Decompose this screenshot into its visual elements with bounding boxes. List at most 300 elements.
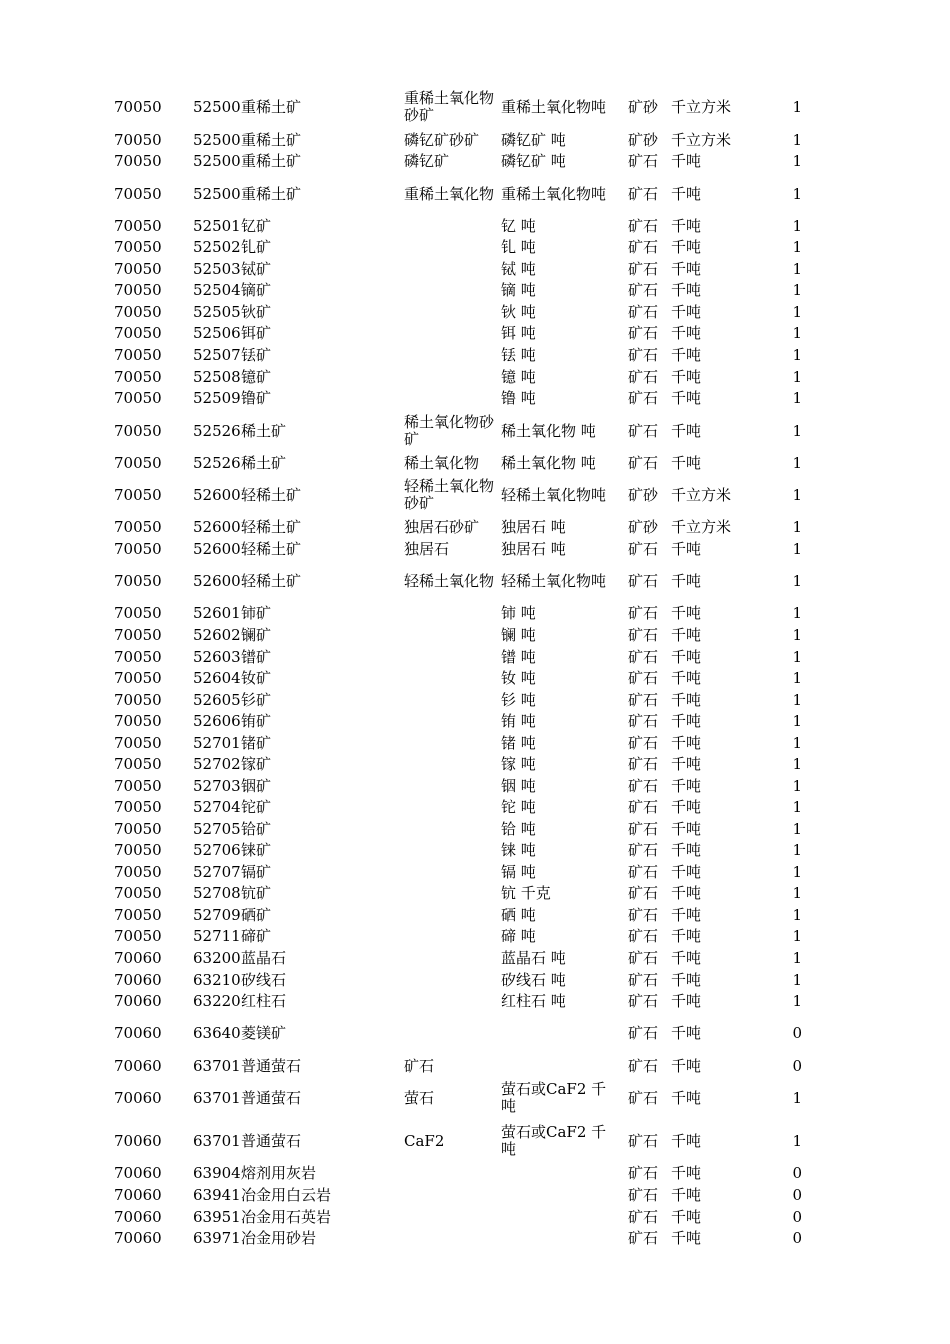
mineral-code-cell: 52600 [193, 485, 241, 504]
reserve-unit-cell: 镉 吨 [501, 862, 536, 881]
category-code-cell: 70050 [114, 367, 162, 386]
table-row [0, 302, 950, 322]
mineral-type-cell: 轻稀土氧化物 [404, 571, 495, 590]
category-code-cell: 70050 [114, 237, 162, 256]
reserve-unit-cell: 钇 吨 [501, 216, 536, 235]
mineral-code-cell: 63701 [193, 1088, 241, 1107]
ore-unit-cell: 千吨 [671, 367, 702, 386]
mineral-type-cell [404, 259, 498, 279]
ore-form-cell: 矿石 [628, 754, 659, 773]
mineral-type-cell [404, 776, 498, 796]
table-row [0, 991, 950, 1011]
mineral-name-cell: 重稀土矿 [241, 97, 302, 116]
mineral-type-cell [404, 905, 498, 925]
flag-value-cell: 1 [792, 345, 802, 364]
ore-form-cell: 矿石 [628, 539, 659, 558]
flag-value-cell: 1 [792, 883, 802, 902]
reserve-unit-cell: 铊 吨 [501, 797, 536, 816]
mineral-name-cell: 镝矿 [241, 280, 272, 299]
ore-unit-cell: 千吨 [671, 1207, 702, 1226]
table-row [0, 668, 950, 688]
ore-form-cell: 矿石 [628, 1185, 659, 1204]
flag-value-cell: 1 [792, 453, 802, 472]
mineral-code-cell: 52500 [193, 130, 241, 149]
table-row [0, 259, 950, 279]
ore-unit-cell: 千吨 [671, 1185, 702, 1204]
table-row [0, 776, 950, 796]
mineral-type-cell [404, 388, 498, 408]
table-row [0, 1207, 950, 1227]
reserve-unit-cell: 铕 吨 [501, 711, 536, 730]
flag-value-cell: 1 [792, 948, 802, 967]
mineral-type-cell [404, 647, 498, 667]
ore-form-cell: 矿石 [628, 625, 659, 644]
mineral-code-cell: 52507 [193, 345, 241, 364]
mineral-code-cell: 52600 [193, 571, 241, 590]
mineral-name-cell: 稀土矿 [241, 421, 287, 440]
ore-unit-cell: 千吨 [671, 388, 702, 407]
ore-unit-cell: 千吨 [671, 1023, 702, 1042]
category-code-cell: 70050 [114, 690, 162, 709]
ore-unit-cell: 千吨 [671, 733, 702, 752]
category-code-cell: 70050 [114, 754, 162, 773]
category-code-cell: 70060 [114, 1088, 162, 1107]
mineral-type-cell [404, 733, 498, 753]
mineral-code-cell: 63904 [193, 1163, 241, 1182]
mineral-name-cell: 冶金用石英岩 [241, 1207, 332, 1226]
mineral-type-cell [404, 1185, 498, 1205]
flag-value-cell: 1 [792, 819, 802, 838]
reserve-unit-cell: 镱 吨 [501, 367, 536, 386]
mineral-type-cell [404, 711, 498, 731]
mineral-type-cell: 重稀土氧化物 [404, 184, 495, 203]
mineral-code-cell: 52500 [193, 97, 241, 116]
mineral-code-cell: 52600 [193, 517, 241, 536]
ore-form-cell: 矿石 [628, 184, 659, 203]
ore-form-cell: 矿砂 [628, 130, 659, 149]
ore-unit-cell: 千吨 [671, 151, 702, 170]
ore-form-cell: 矿石 [628, 883, 659, 902]
mineral-name-cell: 钕矿 [241, 668, 272, 687]
reserve-unit-cell: 镥 吨 [501, 388, 536, 407]
category-code-cell: 70050 [114, 797, 162, 816]
mineral-code-cell: 52703 [193, 776, 241, 795]
table-row [0, 690, 950, 710]
ore-form-cell: 矿石 [628, 970, 659, 989]
reserve-unit-cell [501, 1228, 619, 1248]
ore-form-cell: 矿石 [628, 948, 659, 967]
category-code-cell: 70050 [114, 517, 162, 536]
mineral-code-cell: 52604 [193, 668, 241, 687]
category-code-cell: 70060 [114, 1228, 162, 1247]
mineral-name-cell: 钇矿 [241, 216, 272, 235]
ore-unit-cell: 千吨 [671, 711, 702, 730]
reserve-unit-cell: 铈 吨 [501, 603, 536, 622]
mineral-name-cell: 普通萤石 [241, 1131, 302, 1150]
flag-value-cell: 1 [792, 711, 802, 730]
category-code-cell: 70050 [114, 819, 162, 838]
category-code-cell: 70050 [114, 571, 162, 590]
ore-form-cell: 矿石 [628, 345, 659, 364]
mineral-name-cell: 轻稀土矿 [241, 571, 302, 590]
flag-value-cell: 1 [792, 668, 802, 687]
flag-value-cell: 1 [792, 754, 802, 773]
ore-form-cell: 矿石 [628, 711, 659, 730]
ore-form-cell: 矿石 [628, 421, 659, 440]
mineral-type-cell [404, 926, 498, 946]
mineral-type-cell [404, 883, 498, 903]
category-code-cell: 70050 [114, 97, 162, 116]
category-code-cell: 70050 [114, 345, 162, 364]
ore-unit-cell: 千吨 [671, 603, 702, 622]
flag-value-cell: 0 [792, 1228, 802, 1247]
reserve-unit-cell: 铥 吨 [501, 345, 536, 364]
flag-value-cell: 1 [792, 539, 802, 558]
mineral-type-cell [404, 302, 498, 322]
ore-form-cell: 矿石 [628, 1023, 659, 1042]
mineral-name-cell: 铼矿 [241, 840, 272, 859]
table-row [0, 453, 950, 473]
mineral-type-cell: CaF2 [404, 1131, 445, 1150]
mineral-name-cell: 镉矿 [241, 862, 272, 881]
ore-form-cell: 矿石 [628, 668, 659, 687]
reserve-unit-cell: 蓝晶石 吨 [501, 948, 566, 967]
table-row [0, 151, 950, 171]
ore-form-cell: 矿石 [628, 991, 659, 1010]
table-row [0, 1228, 950, 1248]
mineral-type-cell [404, 216, 498, 236]
flag-value-cell: 1 [792, 237, 802, 256]
table-row [0, 517, 950, 537]
reserve-unit-cell [501, 1056, 619, 1076]
mineral-type-cell: 重稀土氧化物砂矿 [404, 89, 495, 124]
category-code-cell: 70050 [114, 926, 162, 945]
ore-unit-cell: 千吨 [671, 690, 702, 709]
reserve-unit-cell: 硒 吨 [501, 905, 536, 924]
ore-form-cell: 矿石 [628, 819, 659, 838]
ore-unit-cell: 千立方米 [671, 485, 732, 504]
ore-unit-cell: 千吨 [671, 280, 702, 299]
mineral-name-cell: 铒矿 [241, 323, 272, 342]
reserve-unit-cell: 铽 吨 [501, 259, 536, 278]
flag-value-cell: 1 [792, 259, 802, 278]
mineral-type-cell [404, 280, 498, 300]
mineral-code-cell: 52505 [193, 302, 241, 321]
mineral-type-cell [404, 862, 498, 882]
category-code-cell: 70050 [114, 421, 162, 440]
mineral-type-cell: 独居石 [404, 539, 450, 558]
mineral-name-cell: 铕矿 [241, 711, 272, 730]
ore-form-cell: 矿石 [628, 388, 659, 407]
mineral-code-cell: 52502 [193, 237, 241, 256]
mineral-type-cell [404, 1023, 498, 1043]
reserve-unit-cell: 稀土氧化物 吨 [501, 421, 596, 440]
table-row [0, 323, 950, 343]
category-code-cell: 70050 [114, 711, 162, 730]
category-code-cell: 70050 [114, 388, 162, 407]
category-code-cell: 70060 [114, 1131, 162, 1150]
mineral-code-cell: 63640 [193, 1023, 241, 1042]
mineral-type-cell [404, 603, 498, 623]
ore-unit-cell: 千吨 [671, 237, 702, 256]
category-code-cell: 70050 [114, 840, 162, 859]
mineral-name-cell: 铪矿 [241, 819, 272, 838]
table-row [0, 345, 950, 365]
mineral-name-cell: 钬矿 [241, 302, 272, 321]
category-code-cell: 70050 [114, 130, 162, 149]
mineral-code-cell: 52503 [193, 259, 241, 278]
reserve-unit-cell: 磷钇矿 吨 [501, 151, 566, 170]
reserve-unit-cell: 独居石 吨 [501, 539, 566, 558]
category-code-cell: 70060 [114, 991, 162, 1010]
reserve-unit-cell: 磷钇矿 吨 [501, 130, 566, 149]
flag-value-cell: 1 [792, 1131, 802, 1150]
mineral-name-cell: 铊矿 [241, 797, 272, 816]
ore-form-cell: 矿石 [628, 280, 659, 299]
flag-value-cell: 0 [792, 1207, 802, 1226]
ore-form-cell: 矿石 [628, 1207, 659, 1226]
ore-unit-cell: 千吨 [671, 539, 702, 558]
mineral-name-cell: 镓矿 [241, 754, 272, 773]
mineral-type-cell [404, 323, 498, 343]
mineral-type-cell [404, 625, 498, 645]
flag-value-cell: 1 [792, 130, 802, 149]
flag-value-cell: 1 [792, 571, 802, 590]
table-row [0, 130, 950, 150]
flag-value-cell: 1 [792, 421, 802, 440]
category-code-cell: 70050 [114, 668, 162, 687]
mineral-name-cell: 矽线石 [241, 970, 287, 989]
ore-unit-cell: 千吨 [671, 302, 702, 321]
mineral-name-cell: 钐矿 [241, 690, 272, 709]
category-code-cell: 70050 [114, 776, 162, 795]
ore-unit-cell: 千吨 [671, 776, 702, 795]
mineral-type-cell: 独居石砂矿 [404, 517, 480, 536]
ore-unit-cell: 千吨 [671, 345, 702, 364]
ore-form-cell: 矿石 [628, 733, 659, 752]
mineral-code-cell: 52501 [193, 216, 241, 235]
flag-value-cell: 1 [792, 280, 802, 299]
ore-unit-cell: 千吨 [671, 1228, 702, 1247]
flag-value-cell: 1 [792, 905, 802, 924]
mineral-code-cell: 52500 [193, 151, 241, 170]
mineral-type-cell: 磷钇矿 [404, 151, 450, 170]
mineral-code-cell: 52707 [193, 862, 241, 881]
category-code-cell: 70050 [114, 862, 162, 881]
ore-form-cell: 矿石 [628, 926, 659, 945]
mineral-code-cell: 52708 [193, 883, 241, 902]
reserve-unit-cell: 红柱石 吨 [501, 991, 566, 1010]
flag-value-cell: 1 [792, 991, 802, 1010]
reserve-unit-cell: 重稀土氧化物吨 [501, 184, 607, 203]
mineral-name-cell: 冶金用砂岩 [241, 1228, 317, 1247]
ore-unit-cell: 千吨 [671, 668, 702, 687]
mineral-code-cell: 63701 [193, 1056, 241, 1075]
flag-value-cell: 1 [792, 625, 802, 644]
reserve-unit-cell: 钕 吨 [501, 668, 536, 687]
table-row [0, 797, 950, 817]
ore-unit-cell: 千吨 [671, 216, 702, 235]
flag-value-cell: 1 [792, 970, 802, 989]
mineral-code-cell: 52508 [193, 367, 241, 386]
mineral-code-cell: 63951 [193, 1207, 241, 1226]
flag-value-cell: 1 [792, 97, 802, 116]
reserve-unit-cell: 锗 吨 [501, 733, 536, 752]
category-code-cell: 70060 [114, 1023, 162, 1042]
ore-unit-cell: 千吨 [671, 625, 702, 644]
table-row [0, 840, 950, 860]
mineral-code-cell: 52500 [193, 184, 241, 203]
category-code-cell: 70050 [114, 184, 162, 203]
category-code-cell: 70050 [114, 539, 162, 558]
flag-value-cell: 1 [792, 517, 802, 536]
ore-form-cell: 矿石 [628, 216, 659, 235]
flag-value-cell: 1 [792, 603, 802, 622]
table-row [0, 883, 950, 903]
category-code-cell: 70060 [114, 970, 162, 989]
mineral-name-cell: 熔剂用灰岩 [241, 1163, 317, 1182]
mineral-name-cell: 冶金用白云岩 [241, 1185, 332, 1204]
mineral-code-cell: 63971 [193, 1228, 241, 1247]
mineral-type-cell [404, 345, 498, 365]
mineral-name-cell: 重稀土矿 [241, 151, 302, 170]
reserve-unit-cell: 钆 吨 [501, 237, 536, 256]
mineral-name-cell: 重稀土矿 [241, 184, 302, 203]
flag-value-cell: 1 [792, 151, 802, 170]
table-row [0, 905, 950, 925]
ore-form-cell: 矿石 [628, 302, 659, 321]
mineral-name-cell: 钆矿 [241, 237, 272, 256]
reserve-unit-cell: 矽线石 吨 [501, 970, 566, 989]
ore-unit-cell: 千吨 [671, 926, 702, 945]
table-row [0, 388, 950, 408]
mineral-name-cell: 轻稀土矿 [241, 539, 302, 558]
mineral-type-cell: 矿石 [404, 1056, 435, 1075]
table-row [0, 1080, 950, 1116]
ore-form-cell: 矿石 [628, 776, 659, 795]
mineral-code-cell: 63941 [193, 1185, 241, 1204]
table-row [0, 563, 950, 599]
mineral-type-cell: 稀土氧化物砂矿 [404, 413, 495, 448]
ore-unit-cell: 千吨 [671, 797, 702, 816]
category-code-cell: 70050 [114, 647, 162, 666]
ore-form-cell: 矿石 [628, 690, 659, 709]
mineral-code-cell: 52709 [193, 905, 241, 924]
table-row [0, 733, 950, 753]
reserve-unit-cell [501, 1185, 619, 1205]
ore-unit-cell: 千吨 [671, 840, 702, 859]
ore-form-cell: 矿石 [628, 1088, 659, 1107]
category-code-cell: 70060 [114, 1185, 162, 1204]
mineral-code-cell: 52526 [193, 421, 241, 440]
mineral-code-cell: 52704 [193, 797, 241, 816]
flag-value-cell: 1 [792, 367, 802, 386]
category-code-cell: 70050 [114, 485, 162, 504]
flag-value-cell: 1 [792, 690, 802, 709]
ore-unit-cell: 千立方米 [671, 97, 732, 116]
reserve-unit-cell: 镓 吨 [501, 754, 536, 773]
mineral-type-cell [404, 797, 498, 817]
category-code-cell: 70050 [114, 302, 162, 321]
ore-unit-cell: 千吨 [671, 862, 702, 881]
ore-form-cell: 矿石 [628, 367, 659, 386]
mineral-code-cell: 63200 [193, 948, 241, 967]
table-row [0, 477, 950, 513]
mineral-code-cell: 52706 [193, 840, 241, 859]
flag-value-cell: 1 [792, 184, 802, 203]
ore-form-cell: 矿砂 [628, 97, 659, 116]
mineral-type-cell [404, 668, 498, 688]
table-row [0, 970, 950, 990]
mineral-code-cell: 52606 [193, 711, 241, 730]
flag-value-cell: 1 [792, 647, 802, 666]
table-row [0, 539, 950, 559]
mineral-code-cell: 52602 [193, 625, 241, 644]
reserve-unit-cell: 轻稀土氧化物吨 [501, 571, 607, 590]
ore-unit-cell: 千吨 [671, 1131, 702, 1150]
mineral-type-cell: 稀土氧化物 [404, 453, 480, 472]
ore-form-cell: 矿砂 [628, 517, 659, 536]
reserve-unit-cell: 钬 吨 [501, 302, 536, 321]
flag-value-cell: 1 [792, 388, 802, 407]
reserve-unit-cell: 铒 吨 [501, 323, 536, 342]
ore-form-cell: 矿石 [628, 797, 659, 816]
category-code-cell: 70060 [114, 1056, 162, 1075]
category-code-cell: 70050 [114, 280, 162, 299]
mineral-name-cell: 铥矿 [241, 345, 272, 364]
ore-unit-cell: 千吨 [671, 948, 702, 967]
flag-value-cell: 1 [792, 926, 802, 945]
category-code-cell: 70050 [114, 453, 162, 472]
ore-unit-cell: 千吨 [671, 1088, 702, 1107]
mineral-type-cell [404, 840, 498, 860]
ore-unit-cell: 千吨 [671, 453, 702, 472]
ore-form-cell: 矿石 [628, 1228, 659, 1247]
table-row [0, 1163, 950, 1183]
flag-value-cell: 1 [792, 797, 802, 816]
mineral-type-cell [404, 1163, 498, 1183]
table-row [0, 862, 950, 882]
category-code-cell: 70050 [114, 905, 162, 924]
mineral-type-cell [404, 690, 498, 710]
mineral-code-cell: 63220 [193, 991, 241, 1010]
ore-unit-cell: 千吨 [671, 647, 702, 666]
mineral-name-cell: 轻稀土矿 [241, 517, 302, 536]
flag-value-cell: 1 [792, 302, 802, 321]
category-code-cell: 70050 [114, 625, 162, 644]
table-row [0, 711, 950, 731]
mineral-code-cell: 52601 [193, 603, 241, 622]
mineral-name-cell: 普通萤石 [241, 1088, 302, 1107]
mineral-name-cell: 碲矿 [241, 926, 272, 945]
ore-form-cell: 矿石 [628, 237, 659, 256]
mineral-name-cell: 稀土矿 [241, 453, 287, 472]
mineral-code-cell: 52605 [193, 690, 241, 709]
category-code-cell: 70050 [114, 603, 162, 622]
flag-value-cell: 0 [792, 1056, 802, 1075]
table-row [0, 754, 950, 774]
ore-unit-cell: 千吨 [671, 905, 702, 924]
mineral-name-cell: 锗矿 [241, 733, 272, 752]
reserve-unit-cell: 钐 吨 [501, 690, 536, 709]
reserve-unit-cell [501, 1023, 619, 1043]
category-code-cell: 70060 [114, 1163, 162, 1182]
ore-form-cell: 矿石 [628, 1056, 659, 1075]
ore-form-cell: 矿石 [628, 323, 659, 342]
table-row [0, 176, 950, 212]
mineral-name-cell: 铽矿 [241, 259, 272, 278]
mineral-name-cell: 重稀土矿 [241, 130, 302, 149]
